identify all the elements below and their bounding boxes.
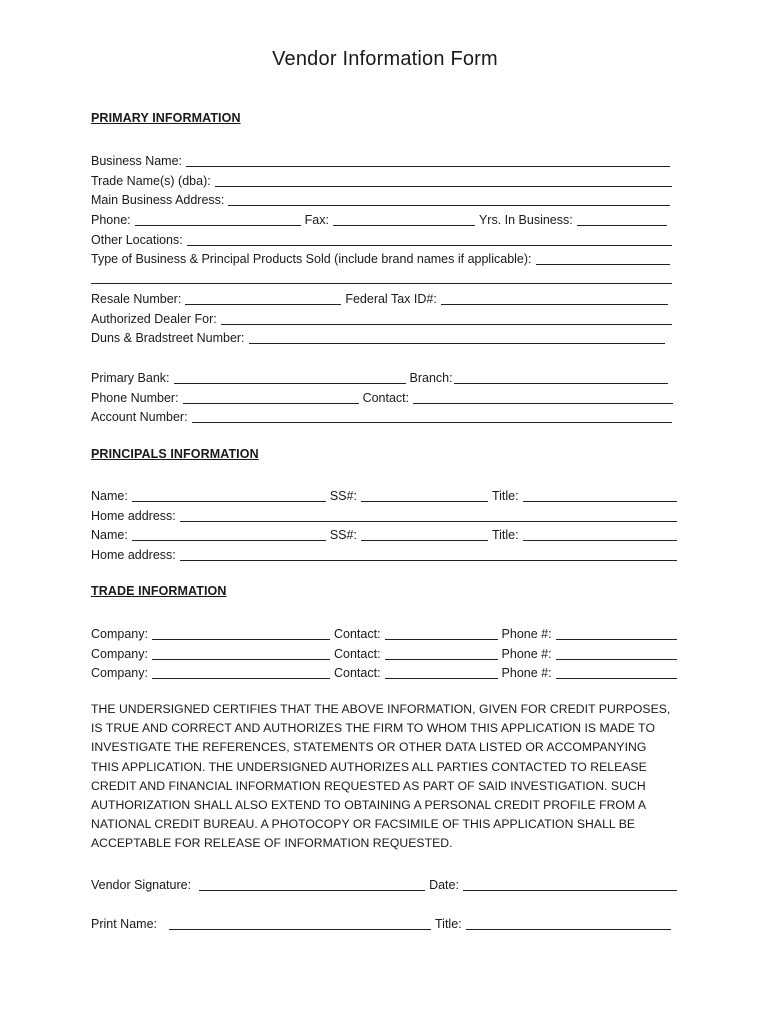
date-field[interactable] xyxy=(463,876,677,891)
duns-label: Duns & Bradstreet Number: xyxy=(91,331,245,345)
yrs-in-business-label: Yrs. In Business: xyxy=(478,213,573,227)
trade-2-contact-label: Contact: xyxy=(333,647,381,661)
other-locations-row xyxy=(91,229,677,248)
certification-line: INVESTIGATE THE REFERENCES, STATEMENTS OR OTHER DATA LISTED OR ACCOMPANYING xyxy=(91,740,647,755)
certification-line: CREDIT AND FINANCIAL INFORMATION REQUESTED AS PART OF SAID INVESTIGATION. SUCH xyxy=(91,778,646,793)
principal-2-title-label: Title: xyxy=(491,528,519,542)
principal-1-address-row xyxy=(91,505,677,524)
trade-ref-1-row xyxy=(91,623,677,642)
certification-line: THIS APPLICATION. THE UNDERSIGNED AUTHORIZES ALL PARTIES CONTACTED TO RELEASE xyxy=(91,759,647,774)
phone-label: Phone: xyxy=(91,213,131,227)
bank-phone-field[interactable] xyxy=(183,389,359,404)
trade-1-contact-label: Contact: xyxy=(333,627,381,641)
certification-line: THE UNDERSIGNED CERTIFIES THAT THE ABOVE INFORMATION, GIVEN FOR CREDIT PURPOSES, xyxy=(91,702,671,716)
principal-2-title-field[interactable] xyxy=(523,526,677,541)
principal-2-ss-field[interactable] xyxy=(361,526,488,541)
trade-3-company-label: Company: xyxy=(91,666,148,680)
main-address-field[interactable] xyxy=(228,191,670,206)
phone-fax-row xyxy=(91,209,677,228)
trade-ref-2-row xyxy=(91,643,677,662)
type-of-business-field[interactable] xyxy=(536,250,670,265)
principal-1-home-address-label: Home address: xyxy=(91,509,176,523)
principal-1-ss-label: SS#: xyxy=(329,489,357,503)
type-of-business-continuation-line[interactable] xyxy=(91,283,672,284)
section-primary-heading: PRIMARY INFORMATION xyxy=(91,111,241,125)
trade-1-company-label: Company: xyxy=(91,627,148,641)
vendor-signature-label: Vendor Signature: xyxy=(91,878,192,892)
section-principals-heading: PRINCIPALS INFORMATION xyxy=(91,447,259,461)
duns-field[interactable] xyxy=(249,329,665,344)
principal-2-home-address-label: Home address: xyxy=(91,548,176,562)
branch-field[interactable] xyxy=(454,369,668,384)
authorized-dealer-field[interactable] xyxy=(221,310,672,325)
account-number-row xyxy=(91,406,677,425)
trade-3-company-field[interactable] xyxy=(152,664,330,679)
principal-2-home-address-field[interactable] xyxy=(180,546,677,561)
business-name-label: Business Name: xyxy=(91,154,183,168)
phone-field[interactable] xyxy=(135,211,301,226)
type-of-business-row xyxy=(91,248,677,267)
principal-1-ss-field[interactable] xyxy=(361,487,488,502)
bank-contact-field[interactable] xyxy=(413,389,673,404)
principal-2-name-field[interactable] xyxy=(132,526,326,541)
principal-2-row xyxy=(91,524,677,543)
principal-2-ss-label: SS#: xyxy=(329,528,357,542)
principal-1-home-address-field[interactable] xyxy=(180,507,677,522)
trade-3-phone-field[interactable] xyxy=(556,664,677,679)
trade-2-company-field[interactable] xyxy=(152,645,330,660)
yrs-in-business-field[interactable] xyxy=(577,211,667,226)
account-number-field[interactable] xyxy=(192,408,672,423)
trade-1-phone-field[interactable] xyxy=(556,625,677,640)
branch-label: Branch: xyxy=(409,371,453,385)
trade-1-phone-label: Phone #: xyxy=(501,627,552,641)
vendor-signature-row xyxy=(91,874,677,893)
vendor-signature-field[interactable] xyxy=(199,876,425,891)
certification-line: NATIONAL CREDIT BUREAU. A PHOTOCOPY OR FACSIMILE OF THIS APPLICATION SHALL BE xyxy=(91,817,636,832)
authorized-dealer-label: Authorized Dealer For: xyxy=(91,312,217,326)
principal-2-address-row xyxy=(91,544,677,563)
business-name-row xyxy=(91,150,677,169)
authorized-dealer-row xyxy=(91,308,677,327)
trade-2-phone-label: Phone #: xyxy=(501,647,552,661)
other-locations-label: Other Locations: xyxy=(91,233,183,247)
resale-number-field[interactable] xyxy=(185,290,341,305)
primary-bank-row xyxy=(91,367,677,386)
trade-3-contact-field[interactable] xyxy=(385,664,498,679)
main-address-row xyxy=(91,189,677,208)
resale-tax-row xyxy=(91,288,677,307)
principal-1-row xyxy=(91,485,677,504)
certification-line: AUTHORIZATION SHALL ALSO EXTEND TO OBTAINING A PERSONAL CREDIT PROFILE FROM A xyxy=(91,798,647,813)
type-of-business-label: Type of Business & Principal Products Sold (include brand names if applicable): xyxy=(91,252,532,266)
certification-paragraph xyxy=(91,700,681,854)
trade-2-phone-field[interactable] xyxy=(556,645,677,660)
primary-bank-label: Primary Bank: xyxy=(91,371,170,385)
section-trade-heading: TRADE INFORMATION xyxy=(91,584,227,598)
federal-tax-id-label: Federal Tax ID#: xyxy=(345,292,437,306)
page-title: Vendor Information Form xyxy=(272,48,498,70)
print-name-label: Print Name: xyxy=(91,917,157,931)
print-name-row xyxy=(91,913,677,932)
principal-1-name-field[interactable] xyxy=(132,487,326,502)
fax-field[interactable] xyxy=(333,211,475,226)
certification-line: IS TRUE AND CORRECT AND AUTHORIZES THE FIRM TO WHOM THIS APPLICATION IS MADE TO xyxy=(91,721,655,736)
signature-title-label: Title: xyxy=(435,917,462,931)
trade-2-company-label: Company: xyxy=(91,647,148,661)
trade-2-contact-field[interactable] xyxy=(385,645,498,660)
duns-row xyxy=(91,327,677,346)
account-number-label: Account Number: xyxy=(91,410,188,424)
primary-bank-field[interactable] xyxy=(174,369,406,384)
bank-phone-row xyxy=(91,387,677,406)
other-locations-field[interactable] xyxy=(187,231,672,246)
trade-names-label: Trade Name(s) (dba): xyxy=(91,174,211,188)
trade-3-phone-label: Phone #: xyxy=(501,666,552,680)
principal-2-name-label: Name: xyxy=(91,528,128,542)
principal-1-name-label: Name: xyxy=(91,489,128,503)
trade-3-contact-label: Contact: xyxy=(333,666,381,680)
resale-number-label: Resale Number: xyxy=(91,292,182,306)
trade-names-field[interactable] xyxy=(215,172,672,187)
certification-line: ACCEPTABLE FOR RELEASE OF INFORMATION REQUESTED. xyxy=(91,836,453,851)
bank-phone-label: Phone Number: xyxy=(91,391,179,405)
fax-label: Fax: xyxy=(304,213,329,227)
trade-names-row xyxy=(91,170,677,189)
business-name-field[interactable] xyxy=(186,152,670,167)
date-label: Date: xyxy=(429,878,459,892)
trade-1-company-field[interactable] xyxy=(152,625,330,640)
principal-1-title-label: Title: xyxy=(491,489,519,503)
federal-tax-id-field[interactable] xyxy=(441,290,668,305)
principal-1-title-field[interactable] xyxy=(523,487,677,502)
trade-1-contact-field[interactable] xyxy=(385,625,498,640)
bank-contact-label: Contact: xyxy=(362,391,410,405)
trade-ref-3-row xyxy=(91,662,677,681)
signature-title-field[interactable] xyxy=(466,915,671,930)
main-address-label: Main Business Address: xyxy=(91,193,225,207)
print-name-field[interactable] xyxy=(169,915,431,930)
